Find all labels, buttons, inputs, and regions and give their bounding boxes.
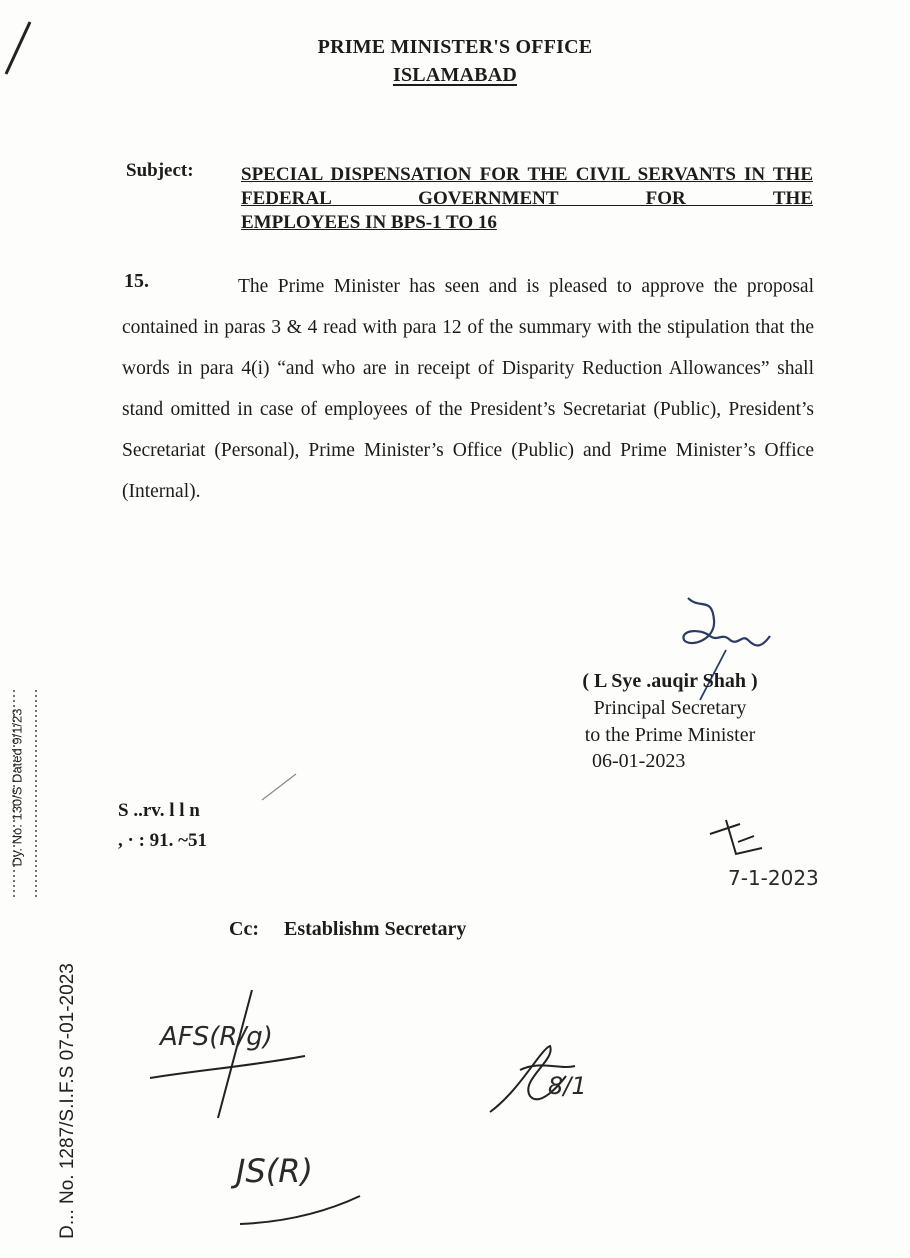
paragraph-number: 15. xyxy=(124,270,149,292)
subject-line-1: SPECIAL DISPENSATION FOR THE CIVIL SERVANTS IN THE FEDERAL GOVERNMENT FOR THE xyxy=(241,164,813,209)
subject-label: Subject: xyxy=(126,160,194,181)
signature-block xyxy=(520,668,820,749)
city-heading-text: ISLAMABAD xyxy=(392,64,518,86)
cc-line xyxy=(229,918,466,941)
signatory-name: ( L Sye .auqir Shah ) xyxy=(582,670,758,692)
cc-recipient: Establishm Secretary xyxy=(283,918,467,940)
paragraph-body: The Prime Minister has seen and is pleased to approve the proposal contained in paras 3 & 4 read with para 12 of the summary with the stipulation that the words in para 4(i) “and who are in receipt of Disparity Reduction Allowances” shall stand omitted in case of employees of the President’s Secretariat (Public), President’s Secretariat (Personal), Prime Minister’s Office (Public) and Prime Minister’s Office (Internal). xyxy=(122,276,814,502)
initials-mark xyxy=(710,820,762,854)
js-note: JS(R) xyxy=(236,1152,313,1190)
addressee-fragment-2: , · : 91. ~51 xyxy=(118,830,208,851)
addressee-fragment-1: S ..rv. l l n xyxy=(118,800,200,821)
diary-stamp: Dy. No. 130/S Dated 9/1/23 xyxy=(9,708,25,867)
signatory-title-line1: Principal Secretary xyxy=(593,697,747,719)
js-underline xyxy=(240,1196,360,1224)
afs-note: AFS(R/g) xyxy=(160,1022,273,1052)
city-heading xyxy=(0,64,910,87)
signatory-title-line2: to the Prime Minister xyxy=(584,724,756,746)
cc-label: Cc: xyxy=(229,918,259,940)
signature-date: 06-01-2023 xyxy=(592,750,686,772)
afs-underline xyxy=(150,1056,305,1078)
second-diary-stamp: D... No. 1287/S.I.F.S 07-01-2023 xyxy=(56,963,78,1239)
pen-mark xyxy=(262,774,296,800)
subject-line-2: EMPLOYEES IN BPS-1 TO 16 xyxy=(241,212,497,233)
initial-note: 8/1 xyxy=(548,1072,587,1100)
receipt-date-note: 7-1-2023 xyxy=(728,866,819,890)
office-heading: PRIME MINISTER'S OFFICE xyxy=(317,36,593,58)
subject-text xyxy=(241,163,813,235)
afs-slash xyxy=(218,990,252,1118)
